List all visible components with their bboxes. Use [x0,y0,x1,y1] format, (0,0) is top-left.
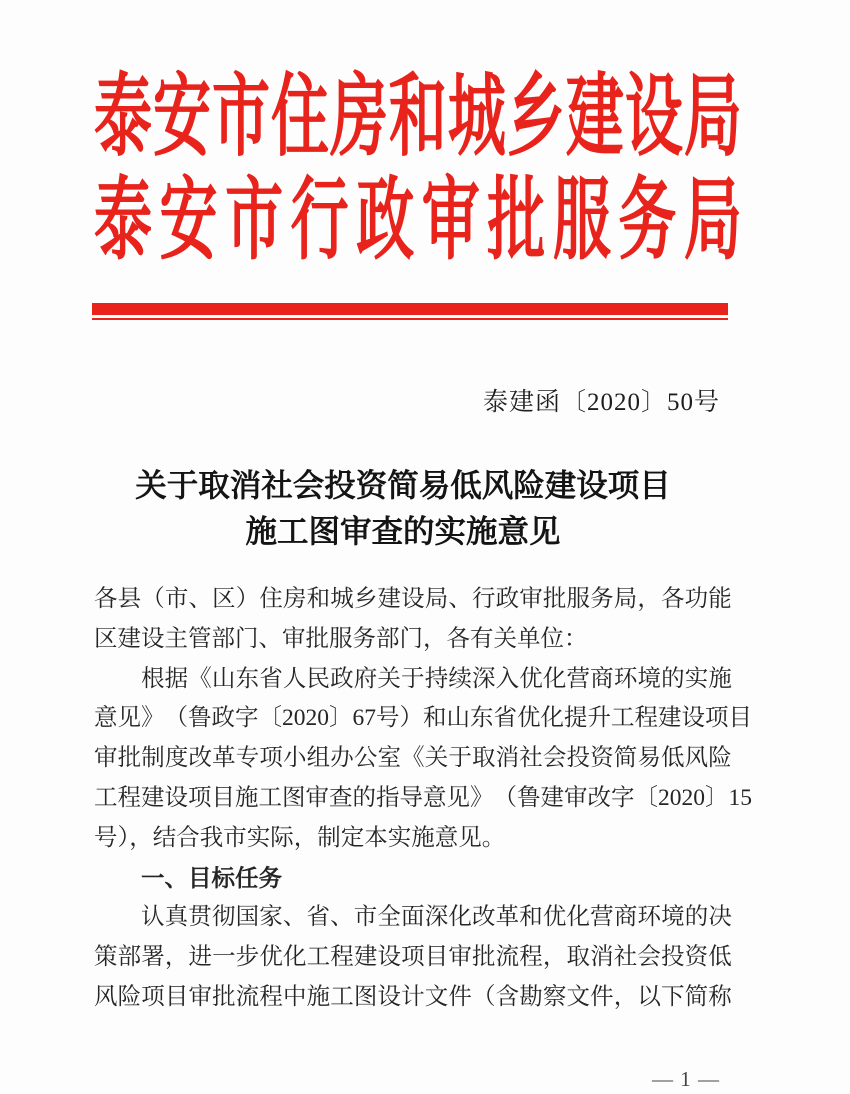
letterhead-line-2: 泰 安 市 行 政 审 批 服 务 局 [94,170,742,271]
document-title-line-2: 施工图审查的实施意见 [245,514,561,549]
page-number: — 1 — [652,1066,720,1091]
red-divider-thin-rule [92,318,728,320]
body-line: 策 部 署 ， 进 一 步 优 化 工 程 建 设 项 目 审 批 流 程 ， 取 消 社 会 投 资 低 [94,944,732,971]
body-line: 工 程 建 设 项 目 施 工 图 审 查 的 指 导 意 见 》 （ 鲁 建 审 改 字 〔 2 0 2 0 〕 1 5 [94,784,752,811]
document-title-line-1: 关于取消社会投资简易低风险建设项目 [135,468,671,503]
red-divider [92,303,728,320]
red-divider-bar [92,303,728,315]
document-title [84,463,722,555]
body-line: 意 见 》 （ 鲁 政 字 〔 2 0 2 0 〕 6 7 号 ） 和 山 东 省 优 化 提 升 工 程 建 设 项 目 [94,705,752,732]
red-letterhead [94,56,742,271]
document-body [94,580,752,1018]
document-number: 泰建函〔2020〕50号 [482,389,720,416]
body-line: 一、目标任务 [141,864,282,891]
body-line: 风 险 项 目 审 批 流 程 中 施 工 图 设 计 文 件 （ 含 勘 察 文 件 ， 以 下 简 称 [94,983,732,1010]
body-line: 根 据 《 山 东 省 人 民 政 府 关 于 持 续 深 入 优 化 营 商 环 境 的 实 施 [141,665,732,692]
page-footer [0,1064,850,1094]
body-line: 号），结合我市实际，制定本实施意见。 [94,824,506,851]
letterhead-line-1: 泰 安 市 住 房 和 城 乡 建 设 局 [94,66,742,167]
body-line: 审 批 制 度 改 革 专 项 小 组 办 公 室 《 关 于 取 消 社 会 投 资 简 易 低 风 险 [94,745,732,772]
body-line: 认 真 贯 彻 国 家 、 省 、 市 全 面 深 化 改 革 和 优 化 营 商 环 境 的 决 [141,904,732,931]
body-line: 区建设主管部门、审批服务部门，各有关单位： [94,625,588,652]
body-line: 各 县 （ 市 、 区 ） 住 房 和 城 乡 建 设 局 、 行 政 审 批 服 务 局 ， 各 功 能 [94,586,732,612]
